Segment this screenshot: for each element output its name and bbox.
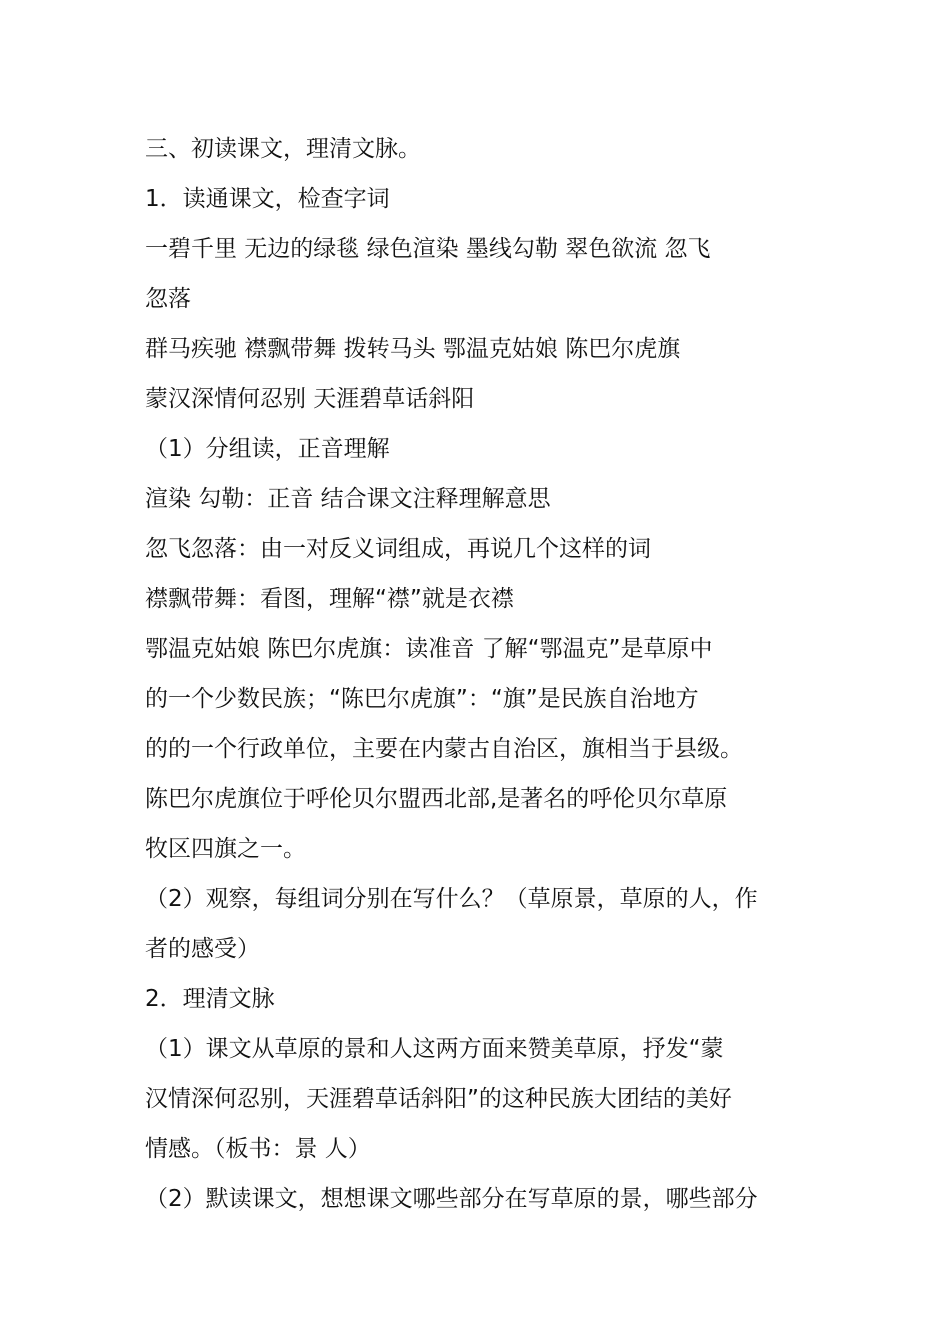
paragraph-line: 者的感受） <box>145 936 260 962</box>
paragraph-line: 陈巴尔虎旗位于呼伦贝尔盟西北部,是著名的呼伦贝尔草原 <box>145 786 728 812</box>
paragraph-line: 的的一个行政单位，主要在内蒙古自治区，旗相当于县级。 <box>145 736 743 762</box>
paragraph-line: 忽飞忽落：由一对反义词组成，再说几个这样的词 <box>145 536 651 562</box>
paragraph-line: （1）课文从草原的景和人这两方面来赞美草原，抒发“蒙 <box>145 1036 724 1062</box>
step-2-heading: 2．理清文脉 <box>145 986 275 1012</box>
section-heading: 三、初读课文，理清文脉。 <box>145 136 421 162</box>
sub-step-1-heading: （1）分组读，正音理解 <box>145 436 390 462</box>
vocabulary-line: 群马疾驰 襟飘带舞 拨转马头 鄂温克姑娘 陈巴尔虎旗 <box>145 336 681 362</box>
step-1-heading: 1．读通课文，检查字词 <box>145 186 390 212</box>
sub-step-2-heading: （2）观察，每组词分别在写什么？（草原景，草原的人，作 <box>145 886 758 912</box>
paragraph-line: 情感。（板书：景 人） <box>145 1136 371 1162</box>
paragraph-line: 鄂温克姑娘 陈巴尔虎旗：读准音 了解“鄂温克”是草原中 <box>145 636 713 662</box>
vocabulary-line: 忽落 <box>145 286 191 312</box>
vocabulary-line: 一碧千里 无边的绿毯 绿色渲染 墨线勾勒 翠色欲流 忽飞 <box>145 236 711 262</box>
paragraph-line: 的一个少数民族；“陈巴尔虎旗”：“旗”是民族自治地方 <box>145 686 699 712</box>
paragraph-line: （2）默读课文，想想课文哪些部分在写草原的景，哪些部分 <box>145 1186 758 1212</box>
paragraph-line: 襟飘带舞：看图，理解“襟”就是衣襟 <box>145 586 514 612</box>
vocabulary-line: 蒙汉深情何忍别 天涯碧草话斜阳 <box>145 386 475 412</box>
paragraph-line: 牧区四旗之一。 <box>145 836 306 862</box>
paragraph-line: 汉情深何忍别，天涯碧草话斜阳”的这种民族大团结的美好 <box>145 1086 732 1112</box>
paragraph-line: 渲染 勾勒：正音 结合课文注释理解意思 <box>145 486 551 512</box>
